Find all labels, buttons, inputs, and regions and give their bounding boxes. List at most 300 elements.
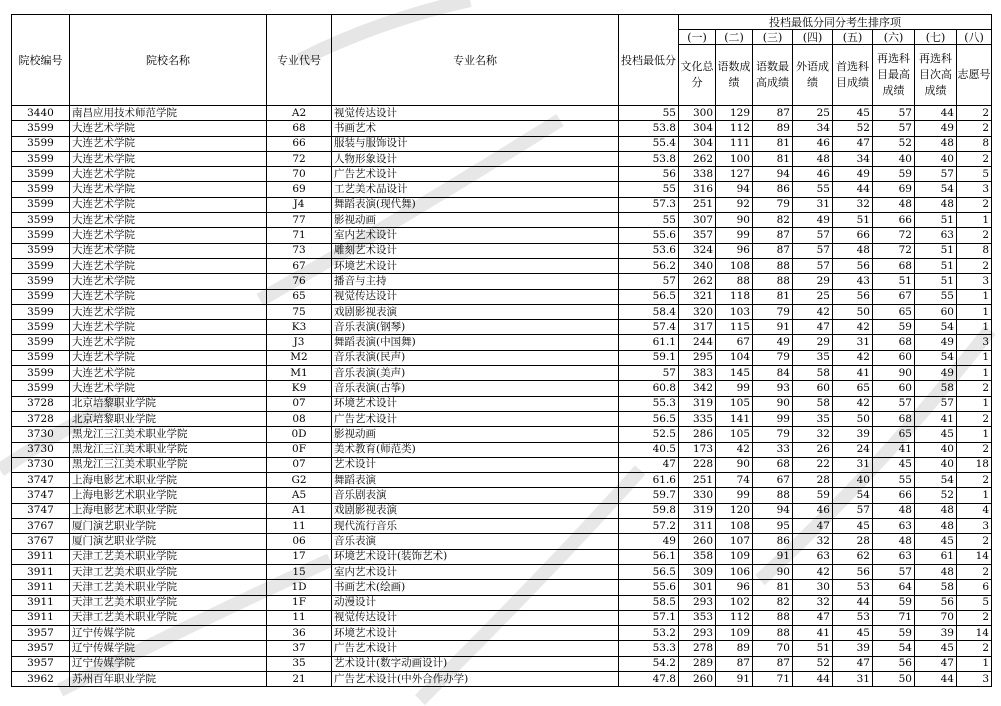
- table-row: [12, 304, 992, 319]
- cell-first-subject: 65: [833, 381, 873, 396]
- header-group-label: 文化总分: [679, 45, 716, 106]
- table-row: [12, 580, 992, 595]
- cell-min-score: 56.2: [619, 258, 679, 273]
- cell-first-subject: 48: [833, 243, 873, 258]
- cell-first-subject: 41: [833, 366, 873, 381]
- cell-major-name: 视觉传达设计: [332, 610, 619, 625]
- cell-school-code: 3911: [12, 595, 70, 610]
- cell-foreign-lang: 25: [793, 106, 833, 121]
- cell-major-name: 视觉传达设计: [332, 106, 619, 121]
- cell-total: 293: [679, 595, 716, 610]
- header-group-label: 志愿号: [957, 45, 992, 106]
- cell-choice-no: 3: [957, 182, 992, 197]
- table-row: [12, 427, 992, 442]
- table-row: [12, 641, 992, 656]
- cell-second-max: 65: [873, 427, 915, 442]
- cell-school-name: 大连艺术学院: [70, 304, 267, 319]
- cell-min-score: 61.1: [619, 335, 679, 350]
- table-row: [12, 274, 992, 289]
- cell-first-subject: 66: [833, 228, 873, 243]
- cell-school-code: 3599: [12, 243, 70, 258]
- cell-foreign-lang: 47: [793, 320, 833, 335]
- cell-min-score: 53.6: [619, 243, 679, 258]
- cell-major-name: 室内艺术设计: [332, 564, 619, 579]
- table-row: [12, 243, 992, 258]
- cell-second-next: 47: [915, 656, 957, 671]
- cell-second-next: 40: [915, 151, 957, 166]
- cell-min-score: 55.3: [619, 396, 679, 411]
- cell-major-code: M2: [267, 350, 332, 365]
- cell-major-code: A5: [267, 488, 332, 503]
- cell-second-max: 66: [873, 213, 915, 228]
- cell-second-next: 56: [915, 595, 957, 610]
- cell-total: 289: [679, 656, 716, 671]
- cell-first-subject: 24: [833, 442, 873, 457]
- cell-second-max: 63: [873, 549, 915, 564]
- cell-major-code: 07: [267, 396, 332, 411]
- cell-choice-no: 2: [957, 641, 992, 656]
- cell-foreign-lang: 47: [793, 610, 833, 625]
- cell-choice-no: 1: [957, 320, 992, 335]
- cell-second-next: 40: [915, 442, 957, 457]
- cell-chinese-math: 129: [716, 106, 753, 121]
- cell-first-subject: 44: [833, 182, 873, 197]
- cell-total: 262: [679, 151, 716, 166]
- cell-first-subject: 42: [833, 320, 873, 335]
- cell-school-code: 3599: [12, 366, 70, 381]
- cell-total: 251: [679, 473, 716, 488]
- cell-school-code: 3911: [12, 610, 70, 625]
- cell-major-name: 室内艺术设计: [332, 228, 619, 243]
- cell-school-name: 南昌应用技术师范学院: [70, 106, 267, 121]
- table-row: [12, 151, 992, 166]
- cell-school-name: 上海电影艺术职业学院: [70, 473, 267, 488]
- cell-chinese-math: 105: [716, 427, 753, 442]
- cell-major-code: 67: [267, 258, 332, 273]
- cell-second-next: 49: [915, 121, 957, 136]
- cell-school-code: 3767: [12, 519, 70, 534]
- cell-school-code: 3730: [12, 457, 70, 472]
- cell-school-name: 天津工艺美术职业学院: [70, 595, 267, 610]
- table-row: [12, 564, 992, 579]
- table-row: [12, 381, 992, 396]
- cell-total: 286: [679, 427, 716, 442]
- cell-first-subject: 39: [833, 427, 873, 442]
- cell-major-code: 70: [267, 167, 332, 182]
- cell-foreign-lang: 49: [793, 213, 833, 228]
- cell-min-score: 56.1: [619, 549, 679, 564]
- cell-cm-max: 49: [753, 335, 793, 350]
- cell-chinese-math: 111: [716, 136, 753, 151]
- header-major-code: 专业代号: [267, 15, 332, 106]
- header-group-label: 外语成绩: [793, 45, 833, 106]
- cell-school-name: 大连艺术学院: [70, 289, 267, 304]
- cell-total: 342: [679, 381, 716, 396]
- table-row: [12, 121, 992, 136]
- table-body: [12, 106, 992, 687]
- cell-major-code: G2: [267, 473, 332, 488]
- cell-major-code: 11: [267, 610, 332, 625]
- cell-min-score: 47.8: [619, 671, 679, 686]
- cell-cm-max: 70: [753, 641, 793, 656]
- cell-chinese-math: 127: [716, 167, 753, 182]
- cell-cm-max: 88: [753, 610, 793, 625]
- table-row: [12, 197, 992, 212]
- cell-foreign-lang: 32: [793, 427, 833, 442]
- cell-major-code: 07: [267, 457, 332, 472]
- cell-cm-max: 84: [753, 366, 793, 381]
- cell-choice-no: 5: [957, 167, 992, 182]
- cell-min-score: 58.5: [619, 595, 679, 610]
- cell-cm-max: 79: [753, 427, 793, 442]
- cell-total: 301: [679, 580, 716, 595]
- cell-chinese-math: 102: [716, 595, 753, 610]
- cell-choice-no: 14: [957, 549, 992, 564]
- cell-second-next: 44: [915, 106, 957, 121]
- cell-second-max: 60: [873, 381, 915, 396]
- table-row: [12, 396, 992, 411]
- cell-foreign-lang: 51: [793, 641, 833, 656]
- cell-school-name: 上海电影艺术职业学院: [70, 488, 267, 503]
- cell-major-name: 影视动画: [332, 213, 619, 228]
- cell-major-code: K9: [267, 381, 332, 396]
- cell-major-code: 06: [267, 534, 332, 549]
- cell-total: 295: [679, 350, 716, 365]
- cell-total: 251: [679, 197, 716, 212]
- cell-min-score: 55: [619, 106, 679, 121]
- cell-school-code: 3957: [12, 656, 70, 671]
- cell-major-code: 0D: [267, 427, 332, 442]
- cell-major-code: 17: [267, 549, 332, 564]
- cell-min-score: 49: [619, 534, 679, 549]
- cell-chinese-math: 108: [716, 519, 753, 534]
- cell-major-name: 环境艺术设计: [332, 626, 619, 641]
- header-group-label: 语数成绩: [716, 45, 753, 106]
- cell-second-max: 69: [873, 182, 915, 197]
- cell-first-subject: 45: [833, 106, 873, 121]
- cell-min-score: 57: [619, 274, 679, 289]
- cell-second-next: 41: [915, 411, 957, 426]
- table-row: [12, 258, 992, 273]
- cell-major-code: J4: [267, 197, 332, 212]
- cell-school-code: 3599: [12, 350, 70, 365]
- cell-choice-no: 2: [957, 610, 992, 625]
- table-row: [12, 182, 992, 197]
- cell-foreign-lang: 46: [793, 136, 833, 151]
- cell-first-subject: 42: [833, 350, 873, 365]
- cell-second-max: 41: [873, 442, 915, 457]
- cell-first-subject: 45: [833, 626, 873, 641]
- cell-school-name: 黑龙江三江美术职业学院: [70, 427, 267, 442]
- cell-first-subject: 51: [833, 213, 873, 228]
- cell-major-name: 舞蹈表演(中国舞): [332, 335, 619, 350]
- cell-total: 330: [679, 488, 716, 503]
- cell-school-name: 大连艺术学院: [70, 167, 267, 182]
- cell-total: 320: [679, 304, 716, 319]
- header-group-num: (五): [833, 30, 873, 45]
- cell-cm-max: 87: [753, 656, 793, 671]
- cell-second-max: 57: [873, 564, 915, 579]
- cell-school-name: 大连艺术学院: [70, 274, 267, 289]
- cell-school-code: 3728: [12, 396, 70, 411]
- cell-chinese-math: 100: [716, 151, 753, 166]
- header-group-num: (三): [753, 30, 793, 45]
- header-min-score: 投档最低分: [619, 15, 679, 106]
- header-group-num: (八): [957, 30, 992, 45]
- cell-foreign-lang: 34: [793, 121, 833, 136]
- cell-choice-no: 1: [957, 488, 992, 503]
- cell-major-name: 播音与主持: [332, 274, 619, 289]
- cell-foreign-lang: 52: [793, 656, 833, 671]
- cell-school-name: 大连艺术学院: [70, 197, 267, 212]
- cell-min-score: 56.5: [619, 564, 679, 579]
- cell-min-score: 54.2: [619, 656, 679, 671]
- cell-min-score: 56.5: [619, 289, 679, 304]
- cell-second-next: 49: [915, 366, 957, 381]
- table-row: [12, 411, 992, 426]
- cell-min-score: 55: [619, 182, 679, 197]
- cell-total: 316: [679, 182, 716, 197]
- cell-total: 383: [679, 366, 716, 381]
- cell-chinese-math: 96: [716, 243, 753, 258]
- cell-major-name: 现代流行音乐: [332, 519, 619, 534]
- cell-second-next: 48: [915, 503, 957, 518]
- cell-major-code: 35: [267, 656, 332, 671]
- cell-foreign-lang: 60: [793, 381, 833, 396]
- header-group-label: 语数最高成绩: [753, 45, 793, 106]
- cell-first-subject: 56: [833, 258, 873, 273]
- cell-chinese-math: 89: [716, 641, 753, 656]
- header-group-num: (六): [873, 30, 915, 45]
- cell-min-score: 60.8: [619, 381, 679, 396]
- cell-school-code: 3747: [12, 473, 70, 488]
- cell-major-code: 0F: [267, 442, 332, 457]
- cell-chinese-math: 96: [716, 580, 753, 595]
- table-row: [12, 503, 992, 518]
- table-row: [12, 289, 992, 304]
- cell-chinese-math: 90: [716, 213, 753, 228]
- cell-school-name: 上海电影艺术职业学院: [70, 503, 267, 518]
- cell-school-code: 3599: [12, 274, 70, 289]
- table-row: [12, 350, 992, 365]
- cell-foreign-lang: 41: [793, 626, 833, 641]
- cell-school-name: 大连艺术学院: [70, 151, 267, 166]
- cell-chinese-math: 99: [716, 381, 753, 396]
- cell-chinese-math: 107: [716, 534, 753, 549]
- cell-chinese-math: 103: [716, 304, 753, 319]
- cell-major-name: 环境艺术设计(装饰艺术): [332, 549, 619, 564]
- table-row: [12, 671, 992, 686]
- cell-chinese-math: 141: [716, 411, 753, 426]
- cell-foreign-lang: 42: [793, 564, 833, 579]
- cell-school-name: 天津工艺美术职业学院: [70, 549, 267, 564]
- cell-second-max: 48: [873, 534, 915, 549]
- cell-major-name: 视觉传达设计: [332, 289, 619, 304]
- cell-min-score: 57.3: [619, 197, 679, 212]
- cell-major-code: 77: [267, 213, 332, 228]
- cell-second-max: 57: [873, 121, 915, 136]
- cell-major-name: 音乐表演(钢琴): [332, 320, 619, 335]
- cell-second-next: 54: [915, 473, 957, 488]
- cell-major-name: 广告艺术设计: [332, 167, 619, 182]
- cell-major-code: 72: [267, 151, 332, 166]
- cell-chinese-math: 90: [716, 457, 753, 472]
- cell-total: 340: [679, 258, 716, 273]
- cell-major-code: K3: [267, 320, 332, 335]
- cell-first-subject: 62: [833, 549, 873, 564]
- cell-cm-max: 82: [753, 213, 793, 228]
- cell-chinese-math: 109: [716, 549, 753, 564]
- cell-choice-no: 5: [957, 595, 992, 610]
- cell-total: 173: [679, 442, 716, 457]
- cell-choice-no: 2: [957, 473, 992, 488]
- cell-second-next: 48: [915, 136, 957, 151]
- cell-school-code: 3599: [12, 304, 70, 319]
- cell-second-max: 65: [873, 304, 915, 319]
- cell-min-score: 53.2: [619, 626, 679, 641]
- cell-major-name: 雕刻艺术设计: [332, 243, 619, 258]
- cell-major-name: 动漫设计: [332, 595, 619, 610]
- table-row: [12, 656, 992, 671]
- cell-cm-max: 33: [753, 442, 793, 457]
- cell-first-subject: 47: [833, 656, 873, 671]
- cell-second-max: 60: [873, 350, 915, 365]
- cell-second-max: 90: [873, 366, 915, 381]
- cell-first-subject: 32: [833, 197, 873, 212]
- cell-choice-no: 1: [957, 396, 992, 411]
- admission-table: [11, 14, 992, 687]
- cell-second-next: 57: [915, 167, 957, 182]
- cell-major-code: 36: [267, 626, 332, 641]
- cell-school-code: 3728: [12, 411, 70, 426]
- cell-min-score: 59.7: [619, 488, 679, 503]
- cell-second-max: 59: [873, 595, 915, 610]
- cell-total: 228: [679, 457, 716, 472]
- cell-total: 324: [679, 243, 716, 258]
- cell-second-max: 57: [873, 396, 915, 411]
- cell-foreign-lang: 42: [793, 304, 833, 319]
- cell-total: 304: [679, 136, 716, 151]
- cell-major-code: 15: [267, 564, 332, 579]
- cell-first-subject: 47: [833, 136, 873, 151]
- table-row: [12, 366, 992, 381]
- cell-choice-no: 14: [957, 626, 992, 641]
- cell-choice-no: 2: [957, 564, 992, 579]
- cell-second-next: 58: [915, 381, 957, 396]
- table-row: [12, 457, 992, 472]
- cell-cm-max: 88: [753, 274, 793, 289]
- cell-min-score: 55.6: [619, 228, 679, 243]
- cell-major-name: 人物形象设计: [332, 151, 619, 166]
- cell-choice-no: 1: [957, 289, 992, 304]
- header-group-label: 再选科目次高成绩: [915, 45, 957, 106]
- cell-school-code: 3957: [12, 626, 70, 641]
- cell-major-code: 68: [267, 121, 332, 136]
- table-row: [12, 213, 992, 228]
- cell-total: 309: [679, 564, 716, 579]
- cell-chinese-math: 105: [716, 396, 753, 411]
- cell-school-code: 3599: [12, 182, 70, 197]
- cell-school-name: 大连艺术学院: [70, 228, 267, 243]
- cell-major-name: 艺术设计(数字动画设计): [332, 656, 619, 671]
- cell-school-name: 大连艺术学院: [70, 335, 267, 350]
- cell-foreign-lang: 31: [793, 197, 833, 212]
- cell-school-code: 3911: [12, 564, 70, 579]
- cell-first-subject: 39: [833, 641, 873, 656]
- cell-cm-max: 88: [753, 488, 793, 503]
- cell-total: 260: [679, 534, 716, 549]
- cell-min-score: 53.8: [619, 151, 679, 166]
- cell-chinese-math: 87: [716, 656, 753, 671]
- cell-foreign-lang: 57: [793, 258, 833, 273]
- cell-second-max: 72: [873, 228, 915, 243]
- cell-cm-max: 94: [753, 503, 793, 518]
- cell-total: 338: [679, 167, 716, 182]
- cell-chinese-math: 99: [716, 228, 753, 243]
- table-row: [12, 519, 992, 534]
- cell-school-name: 大连艺术学院: [70, 213, 267, 228]
- cell-foreign-lang: 46: [793, 503, 833, 518]
- cell-cm-max: 93: [753, 381, 793, 396]
- cell-min-score: 57: [619, 366, 679, 381]
- cell-school-code: 3730: [12, 442, 70, 457]
- cell-cm-max: 89: [753, 121, 793, 136]
- cell-foreign-lang: 32: [793, 534, 833, 549]
- cell-choice-no: 2: [957, 106, 992, 121]
- cell-cm-max: 82: [753, 595, 793, 610]
- cell-second-next: 49: [915, 335, 957, 350]
- cell-major-code: 76: [267, 274, 332, 289]
- table-row: [12, 473, 992, 488]
- cell-choice-no: 1: [957, 427, 992, 442]
- cell-major-name: 影视动画: [332, 427, 619, 442]
- cell-total: 317: [679, 320, 716, 335]
- cell-second-max: 68: [873, 335, 915, 350]
- cell-min-score: 47: [619, 457, 679, 472]
- cell-second-next: 61: [915, 549, 957, 564]
- cell-cm-max: 86: [753, 182, 793, 197]
- cell-major-code: 37: [267, 641, 332, 656]
- cell-second-max: 59: [873, 626, 915, 641]
- cell-foreign-lang: 32: [793, 595, 833, 610]
- cell-min-score: 57.2: [619, 519, 679, 534]
- cell-chinese-math: 118: [716, 289, 753, 304]
- cell-first-subject: 31: [833, 671, 873, 686]
- cell-major-code: 73: [267, 243, 332, 258]
- cell-major-name: 书画艺术: [332, 121, 619, 136]
- cell-major-code: A2: [267, 106, 332, 121]
- cell-school-name: 大连艺术学院: [70, 366, 267, 381]
- table-row: [12, 442, 992, 457]
- cell-foreign-lang: 44: [793, 671, 833, 686]
- cell-major-code: J3: [267, 335, 332, 350]
- cell-school-code: 3599: [12, 320, 70, 335]
- cell-school-name: 辽宁传媒学院: [70, 656, 267, 671]
- cell-first-subject: 53: [833, 610, 873, 625]
- cell-school-code: 3599: [12, 213, 70, 228]
- cell-major-code: 11: [267, 519, 332, 534]
- cell-second-next: 55: [915, 289, 957, 304]
- cell-school-code: 3599: [12, 151, 70, 166]
- cell-major-name: 音乐表演: [332, 534, 619, 549]
- cell-second-next: 45: [915, 534, 957, 549]
- cell-major-name: 工艺美术品设计: [332, 182, 619, 197]
- cell-second-max: 48: [873, 503, 915, 518]
- cell-school-name: 天津工艺美术职业学院: [70, 610, 267, 625]
- cell-major-name: 广告艺术设计(中外合作办学): [332, 671, 619, 686]
- cell-cm-max: 88: [753, 258, 793, 273]
- cell-foreign-lang: 29: [793, 335, 833, 350]
